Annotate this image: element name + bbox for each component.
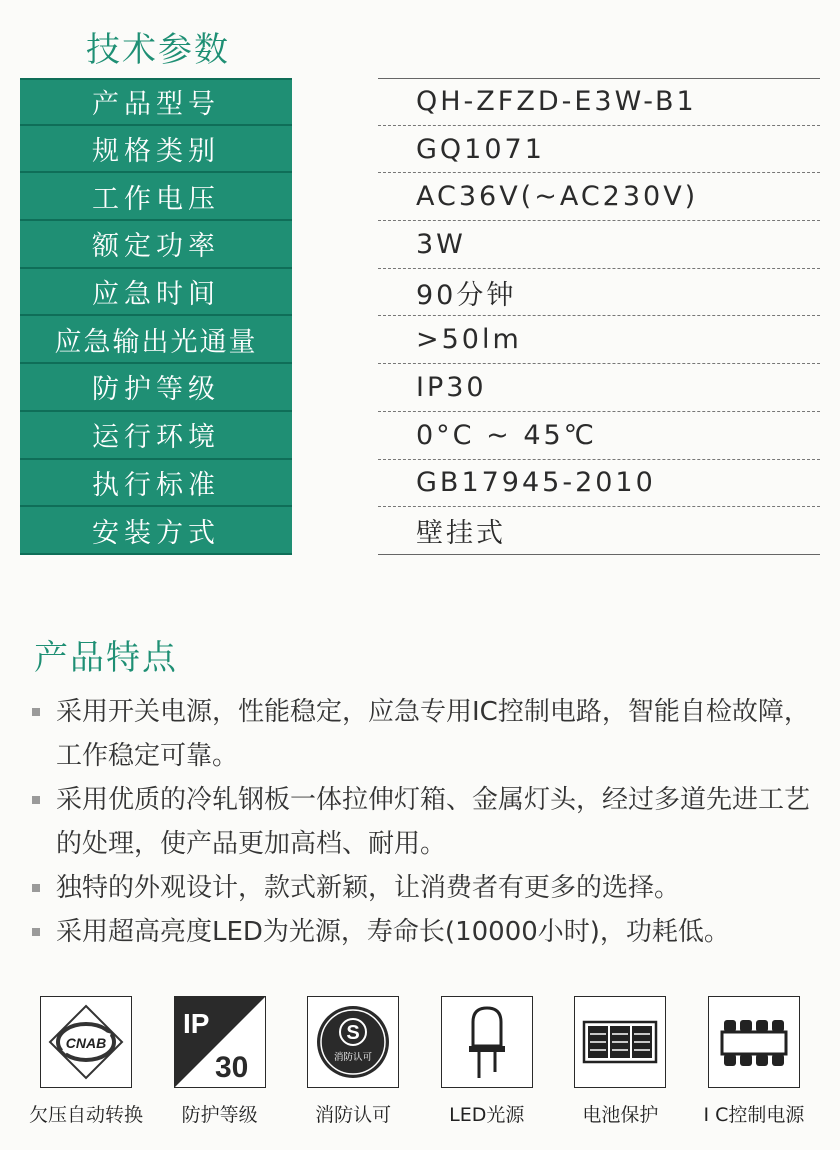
spec-row [20, 316, 820, 364]
feature-text: 采用开关电源，性能稳定，应急专用IC控制电路，智能自检故障，工作稳定可靠。 [56, 697, 810, 771]
fire-cert-s-text: S [346, 1022, 360, 1044]
spec-value: GQ1071 [378, 126, 820, 174]
spec-row [20, 173, 820, 221]
spec-row [20, 126, 820, 174]
certification-icons-row [20, 996, 820, 1127]
bullet-icon [32, 708, 40, 716]
icon-label: LED光源 [449, 1104, 525, 1126]
fire-cert-small-text: 消防认可 [334, 1052, 373, 1063]
spec-row [20, 412, 820, 460]
spec-value: >50lm [378, 316, 820, 364]
ip-text: IP [182, 1008, 210, 1039]
spec-key: 额定功率 [20, 221, 292, 269]
spec-row [20, 460, 820, 508]
spec-key: 应急时间 [20, 269, 292, 317]
icon-label: I C控制电源 [703, 1104, 805, 1126]
spec-row [20, 507, 820, 555]
spec-key: 执行标准 [20, 460, 292, 508]
icon-cell-ic [688, 996, 820, 1127]
spec-row [20, 221, 820, 269]
spec-row [20, 269, 820, 317]
icon-cell-ip30 [154, 996, 286, 1127]
icon-label: 防护等级 [181, 1104, 258, 1126]
spec-value: 90分钟 [378, 269, 820, 317]
icon-label: 电池保护 [582, 1104, 659, 1126]
spec-key: 产品型号 [20, 78, 292, 126]
feature-item [30, 778, 820, 866]
icon-cell-cnab [20, 996, 152, 1127]
feature-text: 采用超高亮度LED为光源，寿命长(10000小时)，功耗低。 [56, 917, 730, 947]
feature-text: 采用优质的冷轧钢板一体拉伸灯箱、金属灯头，经过多道先进工艺的处理，使产品更加高档、耐用。 [56, 785, 811, 859]
spec-table [20, 78, 820, 555]
spec-key: 应急输出光通量 [20, 316, 292, 364]
feature-item [30, 690, 820, 778]
led-diode-icon [441, 996, 533, 1088]
spec-value: 0°C ~ 45℃ [378, 412, 820, 460]
icon-label: 消防认可 [315, 1104, 392, 1126]
feature-list [30, 690, 820, 954]
spec-value: QH-ZFZD-E3W-B1 [378, 78, 820, 126]
spec-value: 壁挂式 [378, 507, 820, 555]
bullet-icon [32, 884, 40, 892]
cnab-text: CNAB [65, 1035, 107, 1051]
bullet-icon [32, 928, 40, 936]
spec-row [20, 78, 820, 126]
spec-key: 安装方式 [20, 507, 292, 555]
bullet-icon [32, 796, 40, 804]
spec-value: AC36V(~AC230V) [378, 173, 820, 221]
icon-label: 欠压自动转换 [28, 1104, 143, 1126]
spec-key: 工作电压 [20, 173, 292, 221]
spec-key: 规格类别 [20, 126, 292, 174]
ip-number-text: 30 [214, 1051, 248, 1084]
spec-section-title: 技术参数 [86, 30, 230, 70]
cnab-logo-icon [40, 996, 132, 1088]
ip30-icon [174, 996, 266, 1088]
fire-certification-icon [307, 996, 399, 1088]
battery-icon [574, 996, 666, 1088]
spec-value: IP30 [378, 364, 820, 412]
features-section-title: 产品特点 [34, 638, 178, 678]
spec-key: 防护等级 [20, 364, 292, 412]
spec-value: 3W [378, 221, 820, 269]
spec-value: GB17945-2010 [378, 460, 820, 508]
icon-cell-battery [554, 996, 686, 1127]
feature-item [30, 910, 820, 954]
feature-text: 独特的外观设计，款式新颖，让消费者有更多的选择。 [56, 873, 681, 903]
icon-cell-fire-cert [287, 996, 419, 1127]
ic-chip-icon [708, 996, 800, 1088]
feature-item [30, 866, 820, 910]
spec-key: 运行环境 [20, 412, 292, 460]
icon-cell-led [421, 996, 553, 1127]
spec-row [20, 364, 820, 412]
